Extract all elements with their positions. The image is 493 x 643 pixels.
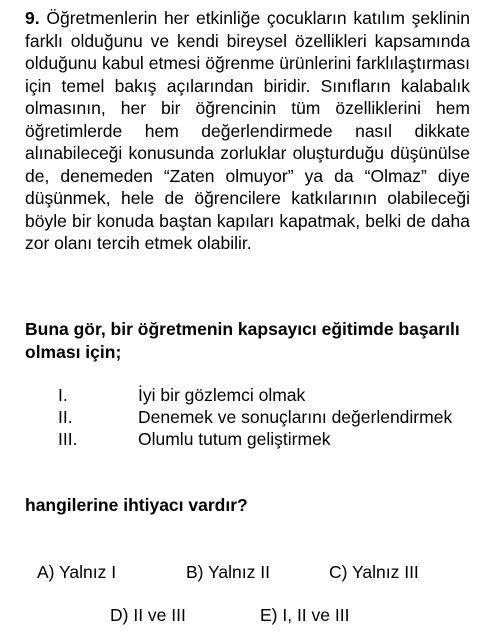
- premise-text: Denemek ve sonuçlarını değerlendirmek: [138, 407, 453, 427]
- option-a[interactable]: A) Yalnız I: [37, 562, 117, 582]
- premise-item-1: [58, 384, 470, 406]
- option-c[interactable]: C) Yalnız III: [329, 562, 419, 582]
- premise-numeral: II.: [58, 407, 73, 427]
- question-stem: Buna gör, bir öğretmenin kapsayıcı eğitimde başarılı olması için;: [25, 319, 460, 362]
- option-b[interactable]: B) Yalnız II: [186, 562, 270, 582]
- option-d[interactable]: D) II ve III: [110, 605, 186, 625]
- premise-list: [58, 384, 470, 450]
- premise-numeral: III.: [58, 429, 78, 449]
- premise-item-2: [58, 406, 470, 428]
- question-number: 9.: [25, 8, 40, 28]
- premise-text: Olumlu tutum geliştirmek: [138, 429, 331, 449]
- question-closing: hangilerine ihtiyacı vardır?: [25, 495, 248, 515]
- question-body: [25, 7, 470, 255]
- premise-text: İyi bir gözlemci olmak: [138, 385, 306, 405]
- option-e[interactable]: E) I, II ve III: [260, 605, 350, 625]
- premise-numeral: I.: [58, 385, 68, 405]
- question-paragraph: Öğretmenlerin her etkinliğe çocukların katılım şeklinin farklı olduğunu ve kendi bireysel özellikleri kapsamında olduğunu kabul etmesi öğrenme ürünlerini farklılaştırması için temel bakış açılarından biridir. Sınıfların kalabalık olmasının, her bir öğrencinin tüm özelliklerini hem öğretimlerde hem değerlendirmede nasıl dikkate alınabileceği konusunda zorluklar oluşturduğu düşünülse de, denemeden “Zaten olmuyor” ya da “Olmaz” diye düşünmek, hele de öğrencilere katkılarının olabileceği böyle bir konuda baştan kapıları kapatmak, belki de daha zor olanı tercih etmek olabilir.: [25, 8, 470, 253]
- premise-item-3: [58, 428, 470, 450]
